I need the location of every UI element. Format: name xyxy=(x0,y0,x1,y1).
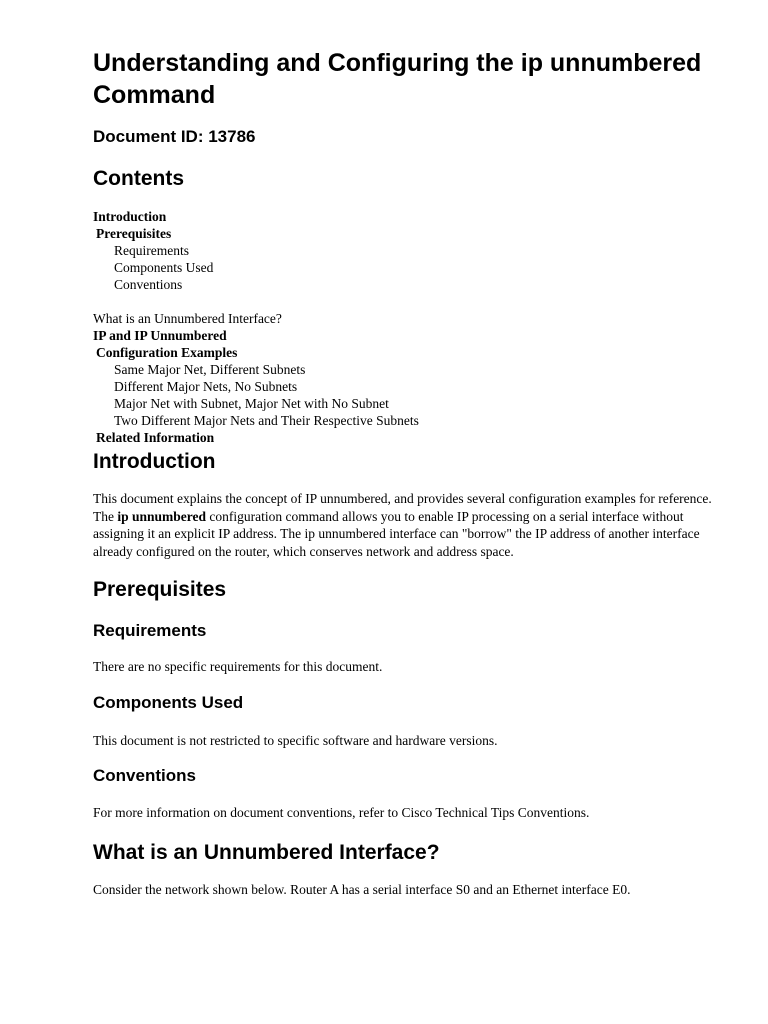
toc-link-related-information[interactable]: Related Information xyxy=(96,430,215,445)
components-used-paragraph: This document is not restricted to specific software and hardware versions. xyxy=(93,733,498,748)
toc-link-ip-and-ip-unnumbered[interactable]: IP and IP Unnumbered xyxy=(93,328,227,343)
conventions-paragraph: For more information on document conventions, refer to Cisco Technical Tips Conventions. xyxy=(93,805,590,820)
toc-link-components-used[interactable]: Components Used xyxy=(114,260,214,275)
toc-link-configuration-examples[interactable]: Configuration Examples xyxy=(96,345,238,360)
requirements-heading: Requirements xyxy=(93,621,207,640)
ip-unnumbered-command: ip unnumbered xyxy=(117,508,207,524)
toc-link-major-net-with-subnet[interactable]: Major Net with Subnet, Major Net with No Subnet xyxy=(114,396,389,411)
conventions-heading: Conventions xyxy=(93,766,196,785)
requirements-paragraph: There are no specific requirements for this document. xyxy=(93,659,383,674)
toc-link-same-major-net[interactable]: Same Major Net, Different Subnets xyxy=(114,362,306,377)
document-id: Document ID: 13786 xyxy=(93,127,256,146)
toc-link-unnumbered-interface[interactable]: What is an Unnumbered Interface? xyxy=(93,311,282,326)
prerequisites-heading: Prerequisites xyxy=(93,578,227,601)
toc-link-different-major-nets[interactable]: Different Major Nets, No Subnets xyxy=(114,379,298,394)
components-used-heading: Components Used xyxy=(93,693,244,712)
introduction-text-before: This document explains the concept of IP unnumbered, and provides several configuration examples for reference. The xyxy=(93,491,712,524)
toc-link-conventions[interactable]: Conventions xyxy=(114,277,183,292)
introduction-heading: Introduction xyxy=(93,450,216,473)
toc-link-introduction[interactable]: Introduction xyxy=(93,209,167,224)
toc-link-requirements[interactable]: Requirements xyxy=(114,243,189,258)
toc-link-two-different-major-nets[interactable]: Two Different Major Nets and Their Respective Subnets xyxy=(114,413,419,428)
unnumbered-interface-heading: What is an Unnumbered Interface? xyxy=(93,841,440,864)
unnumbered-interface-paragraph: Consider the network shown below. Router A has a serial interface S0 and an Ethernet interface E0. xyxy=(93,882,631,897)
introduction-text-after: configuration command allows you to enable IP processing on a serial interface without assigning it an explicit IP address. The ip unnumbered interface can "borrow" the IP address of another interface already configured on the router, which conserves network and address space. xyxy=(93,508,700,559)
toc-link-prerequisites[interactable]: Prerequisites xyxy=(96,226,172,241)
contents-heading: Contents xyxy=(93,167,184,190)
document-title: Understanding and Configuring the ip unnumbered Command xyxy=(93,49,702,109)
introduction-paragraph xyxy=(93,490,723,560)
